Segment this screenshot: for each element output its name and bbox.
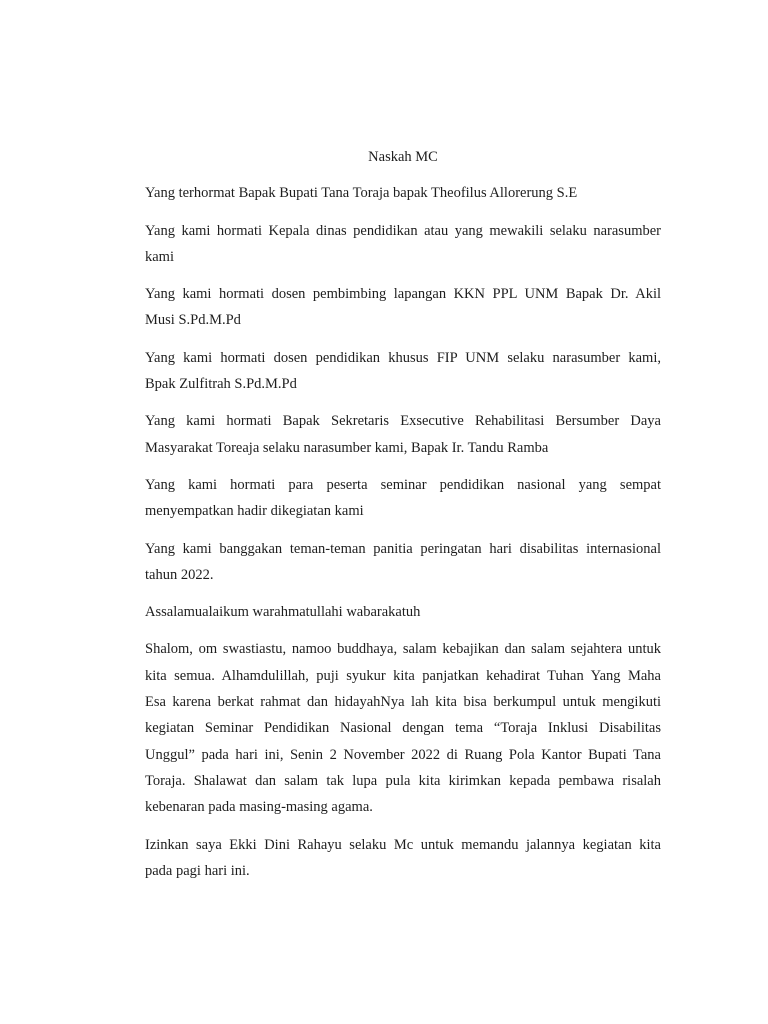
paragraph-greeting-dosen-pendidikan (145, 345, 661, 398)
paragraph-line: Shalom, om swastiastu, namoo buddhaya, salam kebajikan dan salam sejahtera untuk (145, 641, 661, 658)
paragraph-line: pada pagi hari ini. (145, 862, 250, 879)
paragraph-greeting-sekretaris (145, 408, 661, 461)
paragraph-line: Musi S.Pd.M.Pd (145, 312, 241, 329)
paragraph-greeting-dosen-pembimbing (145, 281, 661, 334)
paragraph-line: Yang kami hormati dosen pembimbing lapangan KKN PPL UNM Bapak Dr. Akil (145, 286, 661, 303)
paragraph-salam (145, 599, 661, 625)
paragraph-line: Yang kami banggakan teman-teman panitia peringatan hari disabilitas internasional (145, 540, 661, 557)
paragraph-line: kami (145, 248, 174, 265)
document-title: Naskah MC (368, 149, 438, 165)
paragraph-greeting-bupati (145, 180, 661, 206)
paragraph-line: Yang kami hormati dosen pendidikan khusus FIP UNM selaku narasumber kami, (145, 349, 661, 366)
paragraph-line: Assalamualaikum warahmatullahi wabarakatuh (145, 604, 421, 621)
paragraph-line: Yang kami hormati Kepala dinas pendidikan atau yang mewakili selaku narasumber (145, 222, 661, 239)
paragraph-line: Unggul” pada hari ini, Senin 2 November 2022 di Ruang Pola Kantor Bupati Tana (145, 746, 661, 763)
paragraph-introduction (145, 832, 661, 885)
paragraph-line: Yang kami hormati Bapak Sekretaris Exsecutive Rehabilitasi Bersumber Daya (145, 413, 661, 430)
paragraph-greeting-kepala-dinas (145, 218, 661, 271)
document-body (145, 144, 661, 895)
paragraph-opening (145, 636, 661, 820)
paragraph-line: tahun 2022. (145, 566, 214, 583)
paragraph-line: Toraja. Shalawat dan salam tak lupa pula kita kirimkan kepada pembawa risalah (145, 772, 661, 789)
paragraph-line: kegiatan Seminar Pendidikan Nasional dengan tema “Toraja Inklusi Disabilitas (145, 720, 661, 737)
paragraph-greeting-peserta (145, 472, 661, 525)
paragraph-line: Masyarakat Toreaja selaku narasumber kami, Bapak Ir. Tandu Ramba (145, 439, 549, 456)
paragraph-line: kebenaran pada masing-masing agama. (145, 799, 373, 816)
paragraph-line: Esa karena berkat rahmat dan hidayahNya lah kita bisa berkumpul untuk mengikuti (145, 694, 661, 711)
paragraph-line: Yang kami hormati para peserta seminar pendidikan nasional yang sempat (145, 476, 661, 493)
paragraph-line: Yang terhormat Bapak Bupati Tana Toraja bapak Theofilus Allorerung S.E (145, 185, 578, 202)
paragraph-greeting-panitia (145, 536, 661, 589)
paragraph-line: Bpak Zulfitrah S.Pd.M.Pd (145, 376, 297, 393)
paragraph-line: menyempatkan hadir dikegiatan kami (145, 503, 364, 520)
paragraph-line: Izinkan saya Ekki Dini Rahayu selaku Mc untuk memandu jalannya kegiatan kita (145, 836, 661, 853)
paragraph-line: kita semua. Alhamdulillah, puji syukur kita panjatkan kehadirat Tuhan Yang Maha (145, 667, 661, 684)
